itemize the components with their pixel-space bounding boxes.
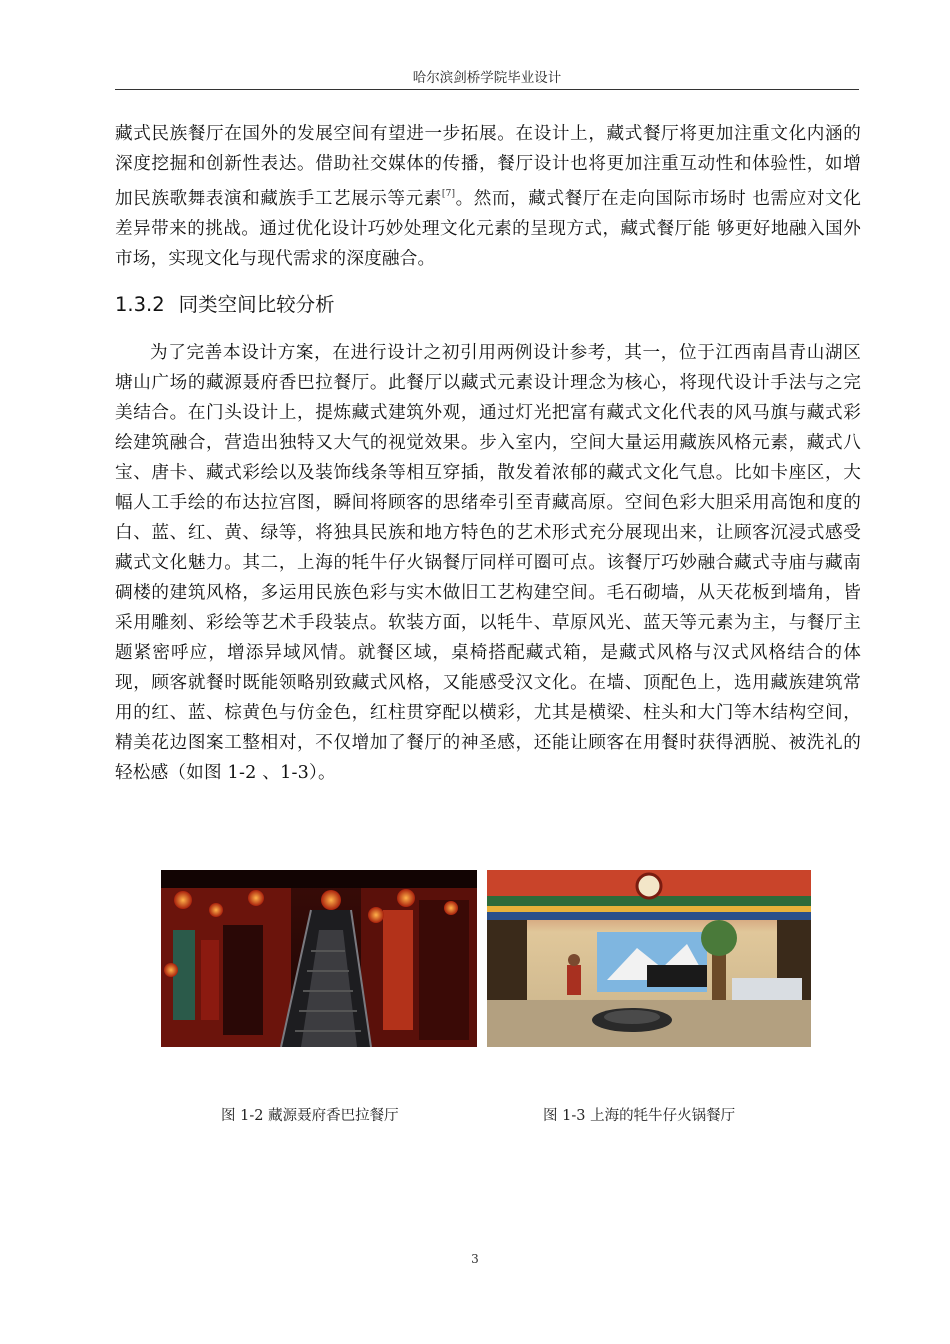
restaurant-escalator-image [161, 870, 477, 1047]
paragraph-1 [115, 119, 861, 274]
page-header: 哈尔滨剑桥学院毕业设计 [412, 70, 562, 86]
figure-1-3-caption: 图 1-3 上海的牦牛仔火锅餐厅 [543, 1108, 736, 1124]
citation-7[interactable]: [7] [441, 189, 456, 199]
paragraph-1-text-b: 。然而，藏式餐厅在走向国际市场时 也需应对文化差异带来的挑战。通过优化设计巧妙处理文化元素的呈现方式，藏式餐厅能 够更好地融入国外市场，实现文化与现代需求的深度融合。 [115, 189, 861, 269]
page-number: 3 [471, 1252, 479, 1266]
figure-1-2-caption: 图 1-2 藏源聂府香巴拉餐厅 [221, 1108, 399, 1124]
figure-1-3-photo [487, 870, 811, 1047]
hotpot-restaurant-image [487, 870, 811, 1047]
paragraph-1-text-a: 藏式民族餐厅在国外的发展空间有望进一步拓展。在设计上，藏式餐厅将更加注重文化内涵的深度挖掘和创新性表达。借助社交媒体的传播，餐厅设计也将更加注重互动性和体验性，如增加民族歌舞表演和藏族手工艺展示等元素 [115, 124, 861, 209]
section-title: 同类空间比较分析 [178, 293, 335, 316]
figure-1-2-photo [161, 870, 477, 1047]
paragraph-2: 为了完善本设计方案，在进行设计之初引用两例设计参考，其一，位于江西南昌青山湖区塘山广场的藏源聂府香巴拉餐厅。此餐厅以藏式元素设计理念为核心，将现代设计手法与之完美结合。在门头设计上，提炼藏式建筑外观，通过灯光把富有藏式文化代表的风马旗与藏式彩绘建筑融合，营造出独特又大气的视觉效果。步入室内，空间大量运用藏族风格元素，藏式八宝、唐卡、藏式彩绘以及装饰线条等相互穿插，散发着浓郁的藏式文化气息。比如卡座区，大幅人工手绘的布达拉宫图，瞬间将顾客的思绪牵引至青藏高原。空间色彩大胆采用高饱和度的白、蓝、红、黄、绿等，将独具民族和地方特色的艺术形式充分展现出来，让顾客沉浸式感受藏式文化魅力。其二，上海的牦牛仔火锅餐厅同样可圈可点。该餐厅巧妙融合藏式寺庙与藏南碉楼的建筑风格，多运用民族色彩与实木做旧工艺构建空间。毛石砌墙，从天花板到墙角，皆采用雕刻、彩绘等艺术手段装点。软装方面，以牦牛、草原风光、蓝天等元素为主，与餐厅主题紧密呼应，增添异域风情。就餐区域，桌椅搭配藏式箱，是藏式风格与汉式风格结合的体现，顾客就餐时既能领略别致藏式风格，又能感受汉文化。在墙、顶配色上，选用藏族建筑常用的红、蓝、棕黄色与仿金色，红柱贯穿配以横彩，尤其是横梁、柱头和大门等木结构空间，精美花边图案工整相对，不仅增加了餐厅的神圣感，还能让顾客在用餐时获得洒脱、被洗礼的轻松感（如图 1-2 、1-3）。 [115, 343, 861, 783]
section-heading [115, 289, 335, 317]
header-divider [115, 89, 859, 90]
section-number: 1.3.2 [115, 293, 165, 316]
